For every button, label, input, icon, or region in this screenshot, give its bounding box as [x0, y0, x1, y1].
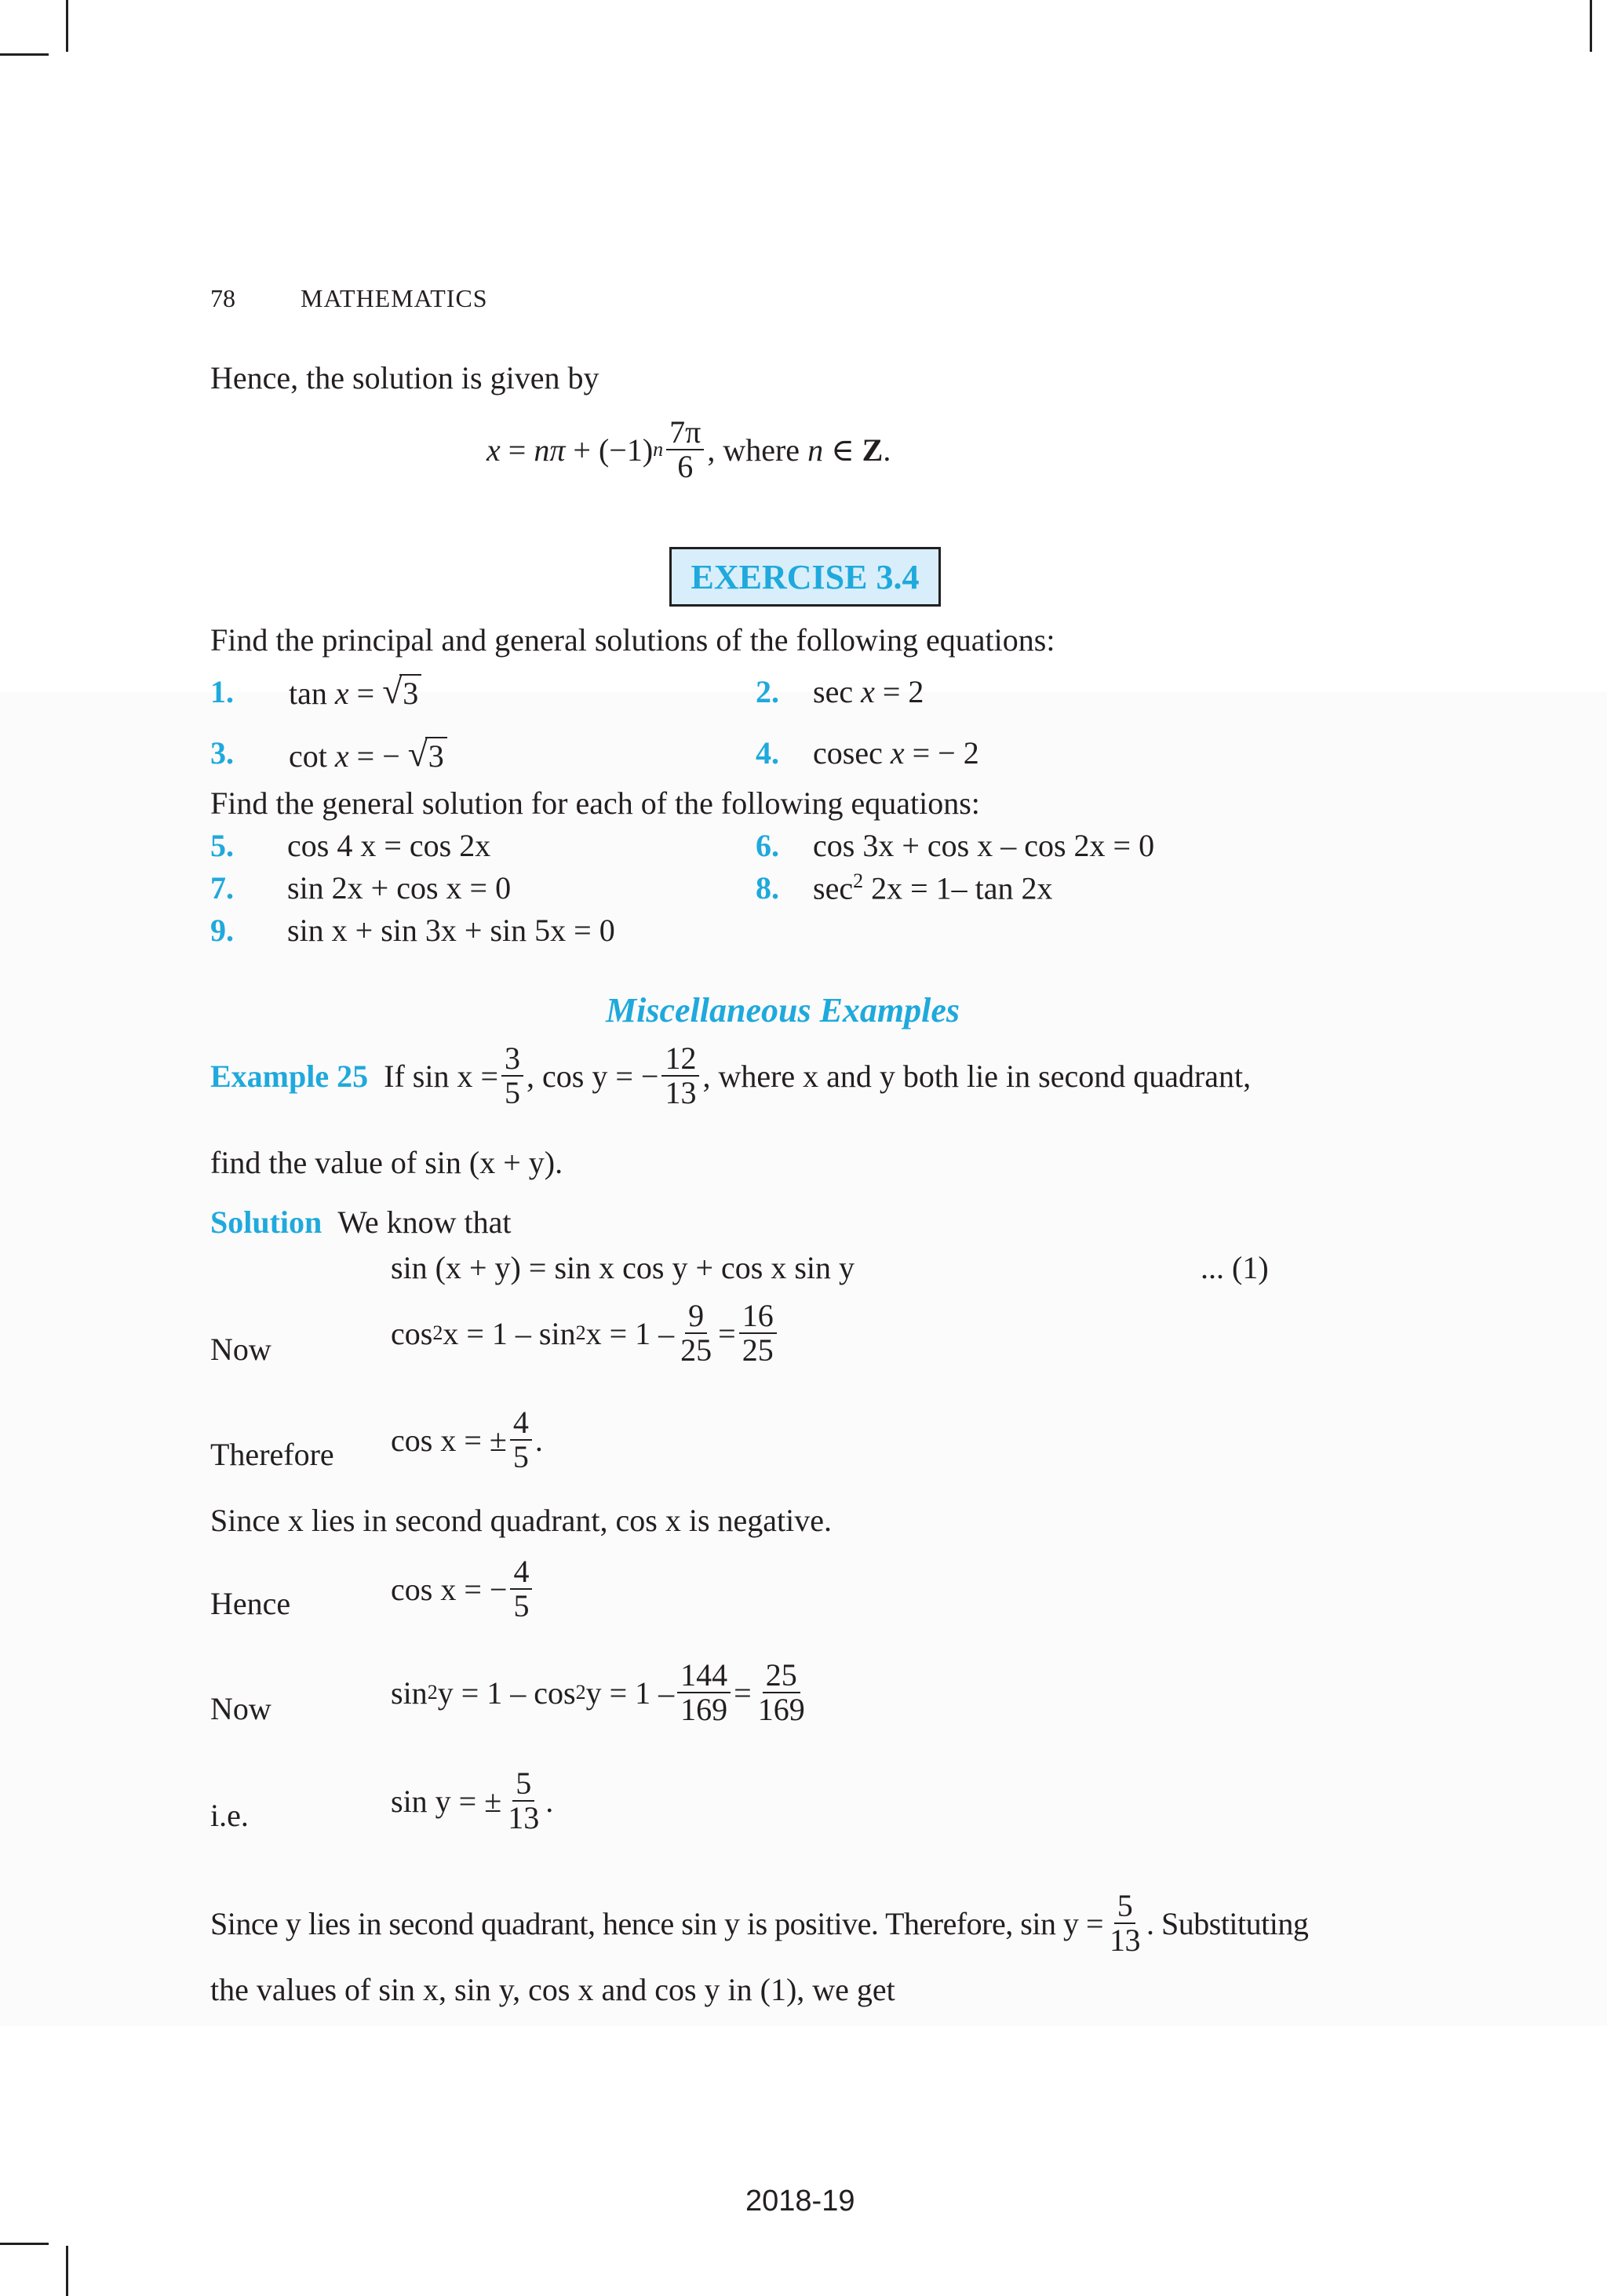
sin-squared-step: sin 2 y = 1 – cos 2 y = 1 – $\frac{144}{169}$ = $\frac{25}{169}$ — [391, 1659, 811, 1726]
fraction: $\frac{25}{169}$ — [757, 1657, 805, 1727]
step-label: Now — [210, 1691, 271, 1726]
cos-squared-step: cos 2 x = 1 – sin 2 x = 1 – $\frac{9}{25}$ = $\frac{16}{25}$ — [391, 1299, 780, 1367]
equation-1: sin (x + y) = sin x cos y + cos x sin y — [391, 1250, 855, 1285]
paragraph: the values of sin x, sin y, cos x and cos y in (1), we get — [210, 1972, 895, 2007]
question-number: 2. — [756, 674, 779, 709]
step-label: i.e. — [210, 1798, 249, 1833]
exercise-instruction: Find the general solution for each of the following equations: — [210, 785, 980, 821]
solution-label: Solution — [210, 1204, 322, 1240]
example-label: Example 25 — [210, 1058, 369, 1094]
step-label: Therefore — [210, 1437, 334, 1472]
exercise-title-box — [669, 547, 941, 607]
question-9: sin x + sin 3x + sin 5x = 0 — [287, 913, 615, 948]
sin-y-step: sin y = ± $\frac{5}{13}$ . — [391, 1766, 554, 1835]
page-number: 78 — [210, 284, 235, 312]
paragraph: Since y lies in second quadrant, hence sin y is positive. Therefore, sin y = $\frac{5}{13}$ . Substituting — [210, 1888, 1309, 1958]
fraction: $\frac{5}{13}$ — [1110, 1888, 1140, 1958]
fraction: $\frac{5}{13}$ — [508, 1766, 540, 1835]
question-number: 6. — [756, 828, 779, 863]
question-4: cosec x = − 2 — [813, 735, 979, 771]
fraction: $\frac{4}{5}$ — [510, 1406, 532, 1474]
running-head: MATHEMATICS — [301, 284, 488, 312]
square-root: √ 3 — [408, 738, 447, 774]
crop-mark — [66, 2246, 68, 2296]
question-2: sec x = 2 — [813, 674, 924, 709]
fraction: $\frac{12}{13}$ — [661, 1042, 699, 1110]
exercise-title: EXERCISE 3.4 — [691, 557, 920, 596]
general-solution-formula: x = nπ + (−1) n $\frac{7\pi}{6}$ , where n ∈ Z . — [486, 414, 891, 484]
exercise-instruction: Find the principal and general solutions of the following equations: — [210, 622, 1055, 658]
question-number: 9. — [210, 913, 234, 948]
intro-text: Hence, the solution is given by — [210, 360, 599, 395]
question-5: cos 4 x = cos 2x — [287, 828, 491, 863]
example-text: find the value of sin (x + y). — [210, 1145, 563, 1180]
cos-x-negative-step: cos x = − $\frac{4}{5}$ — [391, 1555, 535, 1623]
crop-mark — [0, 2243, 49, 2245]
square-root: √ 3 — [382, 675, 421, 712]
cos-x-step: cos x = ± $\frac{4}{5}$ . — [391, 1405, 543, 1474]
fraction: $\frac{144}{169}$ — [677, 1659, 731, 1726]
example-25: Example 25 If sin x = $\frac{3}{5}$ , cos y = − $\frac{12}{13}$ , where x and y both lie in second quadrant, — [210, 1040, 1252, 1110]
crop-mark — [1590, 0, 1592, 52]
question-number: 3. — [210, 735, 234, 771]
fraction: $\frac{9}{25}$ — [680, 1298, 712, 1368]
fraction: $\frac{4}{5}$ — [510, 1555, 532, 1623]
question-6: cos 3x + cos x – cos 2x = 0 — [813, 828, 1155, 863]
footer-year: 2018-19 — [745, 2185, 855, 2218]
question-number: 1. — [210, 674, 234, 709]
question-1: tan x = √ 3 — [289, 675, 421, 712]
step-label: Hence — [210, 1586, 291, 1621]
fraction: $\frac{7\pi}{6}$ — [666, 416, 704, 483]
crop-mark — [0, 53, 49, 56]
paragraph: Since x lies in second quadrant, cos x is negative. — [210, 1503, 833, 1538]
crop-mark — [66, 0, 68, 52]
question-8: $\sec^2 2x = 1-$ tan 2x — [813, 869, 1053, 906]
question-number: 7. — [210, 870, 234, 906]
question-7: sin 2x + cos x = 0 — [287, 870, 512, 906]
equation-tag: ... (1) — [1201, 1250, 1269, 1285]
fraction: $\frac{3}{5}$ — [501, 1042, 523, 1110]
question-number: 8. — [756, 870, 779, 906]
question-3: cot x = − √ 3 — [289, 738, 447, 774]
question-number: 4. — [756, 735, 779, 771]
fraction: $\frac{16}{25}$ — [739, 1299, 777, 1367]
step-label: Now — [210, 1332, 271, 1367]
question-number: 5. — [210, 828, 234, 863]
section-heading: Miscellaneous Examples — [606, 991, 960, 1030]
solution-line: Solution We know that — [210, 1204, 512, 1240]
